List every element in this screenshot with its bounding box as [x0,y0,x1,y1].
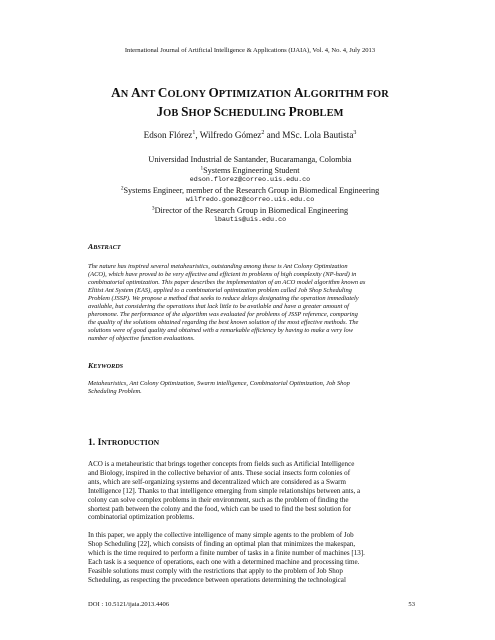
paragraph-line: ACO is a metaheuristic that brings together concepts from fields such as Artificial Intelligence [88,460,355,468]
affiliation-role-1: $^1$Systems Engineering Student [200,164,300,175]
abstract-line: Problem (JSSP). We propose a method that seeks to reduce delays designating the operation immediately [88,295,359,303]
paragraph-line: Feasible solutions must comply with the restrictions that apply to the problem of Job Shop [88,566,343,575]
abstract-line: (ACO), which have proved to be very effective and efficient in problems of high complexity (NP-hard) in [88,271,357,279]
introduction-heading: 1. INTRODUCTION [88,437,160,448]
paragraph-line: Intelligence [12]. Thanks to that intelligence emerging from simple relationships between ants, a [88,486,361,495]
affiliation-university: Universidad Industrial de Santander, Bucaramanga, Colombia [148,155,352,164]
author-email-3[interactable]: lbautis@uis.edu.co [213,216,287,224]
abstract-text [88,263,415,343]
paragraph-line: colony can solve complex problems in their environment, such as the problem of finding the [88,495,349,504]
title-line-1: AN ANT COLONY OPTIMIZATION ALGORITHM FOR [111,85,389,100]
intro-paragraph-1 [88,460,415,522]
affiliations [60,155,440,226]
paragraph-line: Shop Scheduling [22], which consists of finding an optimal plan that minimizes the makespan, [88,539,356,548]
paragraph-line: Scheduling, as respecting the precedence between operations determining the technological [88,575,346,584]
keywords-heading: KEYWORDS [88,361,124,370]
abstract-line: The nature has inspired several metaheuristics, outstanding among these is Ant Colony Optimization [88,263,348,270]
keywords-line: Metaheuristics, Ant Colony Optimization, Swarm intelligence, Combinatorial Optimization, Job Shop [88,380,350,387]
abstract-heading: ABSTRACT [88,242,121,251]
affiliation-role-2: $^2$Systems Engineer, member of the Research Group in Biomedical Engineering [120,184,380,195]
page-number: 53 [408,601,415,608]
author-email-1[interactable]: edson.florez@correo.uis.edu.co [189,176,311,184]
doi-text: DOI : 10.5121/ijaia.2013.4406 [88,601,170,608]
paragraph-line: In this paper, we apply the collective intelligence of many simple agents to the problem of Job [88,531,354,539]
abstract-line: Elitist Ant System (EAS), applied to a combinatorial optimization problem called Job Shop Scheduling [88,287,352,295]
paragraph-line: and Biology, inspired in the collective behavior of ants. These social insects form colonies of [88,468,351,477]
abstract-line: available, but considering the operations that lack little to be available and have a greater amount of [88,303,349,311]
paragraph-line: which is the time required to perform a finite number of tasks in a finite number of machines [13]. [88,548,365,557]
title-line-2: JOB SHOP SCHEDULING PROBLEM [156,104,344,119]
keywords-line: Scheduling Problem. [88,388,142,396]
paragraph-line: combinatorial optimization problems. [88,513,195,522]
keywords-text [88,380,415,396]
intro-paragraph-2 [88,531,415,584]
author-list: Edson Flórez$^1$, Wilfredo Gómez$^2$ and MSc. Lola Bautista$^3$ [143,129,357,140]
affiliation-role-3: $^3$Director of the Research Group in Biomedical Engineering [151,204,349,215]
abstract-line: combinatorial optimization. This paper describes the implementation of an ACO model algorithm known as [88,279,366,287]
paper-title [40,84,460,122]
paragraph-line: shortest path between the colony and the food, which can be used to find the best solution for [88,504,352,513]
paragraph-line: Each task is a sequence of operations, each one with a determined machine and processing time. [88,557,360,566]
author-email-2[interactable]: wilfredo.gomez@correo.uis.edu.co [185,196,315,204]
abstract-line: solutions were of good quality and obtained with a remarkable efficiency by having to make a very low [88,327,354,335]
abstract-line: the quality of the solutions obtained regarding the best known solution of the most effective methods. The [88,319,359,327]
journal-header: International Journal of Artificial Intelligence & Applications (IJAIA), Vol. 4, No. 4, July 2013 [124,47,376,54]
paragraph-line: ants, which are self-organizing systems and decentralized which are considered as a Swarm [88,477,346,486]
abstract-line: number of objective function evaluations. [88,335,195,343]
abstract-line: pheromone. The performance of the algorithm was evaluated for problems of JSSP reference, comparing [88,311,358,319]
